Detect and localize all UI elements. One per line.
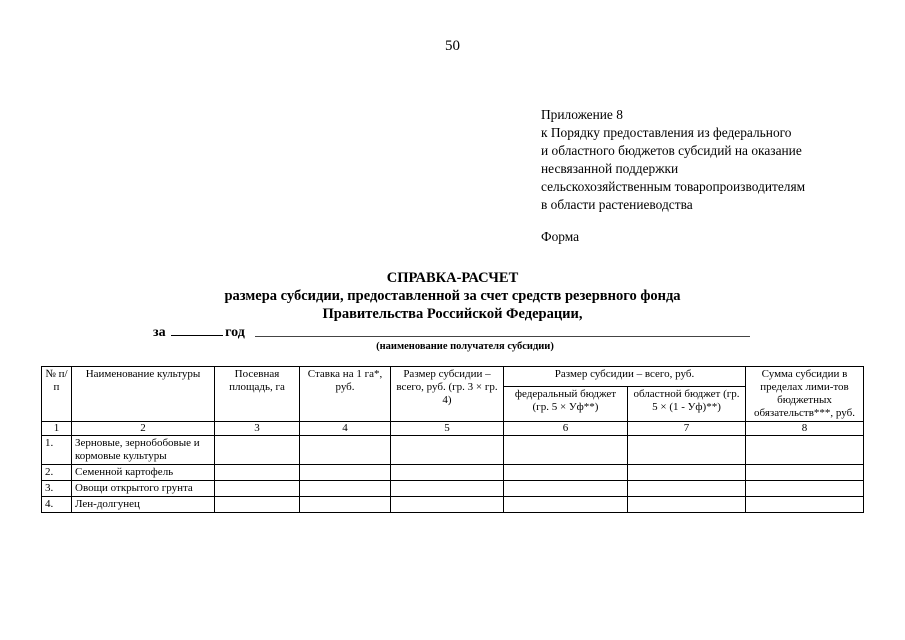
header-crop: Наименование культуры xyxy=(72,367,215,422)
crop-name: Овощи открытого грунта xyxy=(72,481,215,497)
appendix-line: Приложение 8 xyxy=(541,107,623,122)
column-number: 7 xyxy=(628,422,746,436)
header-federal: федеральный бюджет (гр. 5 × Уф**) xyxy=(504,386,628,421)
title-line: Правительства Российской Федерации, xyxy=(322,306,583,322)
area-cell[interactable] xyxy=(215,497,300,513)
row-number: 4. xyxy=(42,497,72,513)
crop-name: Лен-долгунец xyxy=(72,497,215,513)
limits-cell[interactable] xyxy=(746,497,864,513)
crop-name: Зерновые, зернобобовые и кормовые культуры xyxy=(72,436,215,465)
header-limits: Сумма субсидии в пределах лими-тов бюджетных обязательств***, руб. xyxy=(746,367,864,422)
regional-cell[interactable] xyxy=(628,465,746,481)
column-number: 4 xyxy=(300,422,391,436)
total-cell[interactable] xyxy=(391,465,504,481)
row-number: 2. xyxy=(42,465,72,481)
header-num: № п/п xyxy=(42,367,72,422)
row-number: 3. xyxy=(42,481,72,497)
appendix-block xyxy=(541,106,805,246)
column-number: 5 xyxy=(391,422,504,436)
area-cell[interactable] xyxy=(215,465,300,481)
period-line xyxy=(153,322,245,341)
title-line: размера субсидии, предоставленной за счет средств резервного фонда xyxy=(224,288,681,304)
total-cell[interactable] xyxy=(391,497,504,513)
year-label: год xyxy=(225,325,245,340)
rate-cell[interactable] xyxy=(300,436,391,465)
title-line: СПРАВКА-РАСЧЕТ xyxy=(386,270,519,286)
header-area: Посевная площадь, га xyxy=(215,367,300,422)
header-total: Размер субсидии – всего, руб. (гр. 3 × гр. 4) xyxy=(391,367,504,422)
recipient-blank-field[interactable] xyxy=(255,336,750,337)
table-row xyxy=(42,481,864,497)
column-number: 8 xyxy=(746,422,864,436)
appendix-line: несвязанной поддержки xyxy=(541,161,679,176)
table-row xyxy=(42,465,864,481)
federal-cell[interactable] xyxy=(504,497,628,513)
calculation-table xyxy=(41,366,864,513)
rate-cell[interactable] xyxy=(300,481,391,497)
rate-cell[interactable] xyxy=(300,465,391,481)
limits-cell[interactable] xyxy=(746,465,864,481)
year-blank-field[interactable] xyxy=(171,322,223,336)
period-prefix: за xyxy=(153,325,166,340)
federal-cell[interactable] xyxy=(504,436,628,465)
appendix-line: сельскохозяйственным товаропроизводителям xyxy=(541,179,806,194)
federal-cell[interactable] xyxy=(504,481,628,497)
header-regional: областной бюджет (гр. 5 × (1 - Уф)**) xyxy=(628,386,746,421)
crop-name: Семенной картофель xyxy=(72,465,215,481)
column-number: 6 xyxy=(504,422,628,436)
form-label: Форма xyxy=(541,229,580,244)
page-number: 50 xyxy=(445,38,460,54)
column-number: 3 xyxy=(215,422,300,436)
header-rate: Ставка на 1 га*, руб. xyxy=(300,367,391,422)
rate-cell[interactable] xyxy=(300,497,391,513)
regional-cell[interactable] xyxy=(628,497,746,513)
appendix-line: в области растениеводства xyxy=(541,197,693,212)
table-row xyxy=(42,436,864,465)
header-split-group: Размер субсидии – всего, руб. xyxy=(504,367,746,387)
column-numbers-row xyxy=(42,422,864,436)
total-cell[interactable] xyxy=(391,436,504,465)
regional-cell[interactable] xyxy=(628,436,746,465)
recipient-caption: (наименование получателя субсидии) xyxy=(376,341,554,352)
limits-cell[interactable] xyxy=(746,481,864,497)
row-number: 1. xyxy=(42,436,72,465)
area-cell[interactable] xyxy=(215,481,300,497)
table-row xyxy=(42,497,864,513)
column-number: 2 xyxy=(72,422,215,436)
appendix-line: и областного бюджетов субсидий на оказание xyxy=(541,143,802,158)
area-cell[interactable] xyxy=(215,436,300,465)
total-cell[interactable] xyxy=(391,481,504,497)
limits-cell[interactable] xyxy=(746,436,864,465)
regional-cell[interactable] xyxy=(628,481,746,497)
column-number: 1 xyxy=(42,422,72,436)
appendix-line: к Порядку предоставления из федерального xyxy=(541,125,792,140)
table-header-row xyxy=(42,367,864,387)
federal-cell[interactable] xyxy=(504,465,628,481)
document-title xyxy=(0,269,905,323)
